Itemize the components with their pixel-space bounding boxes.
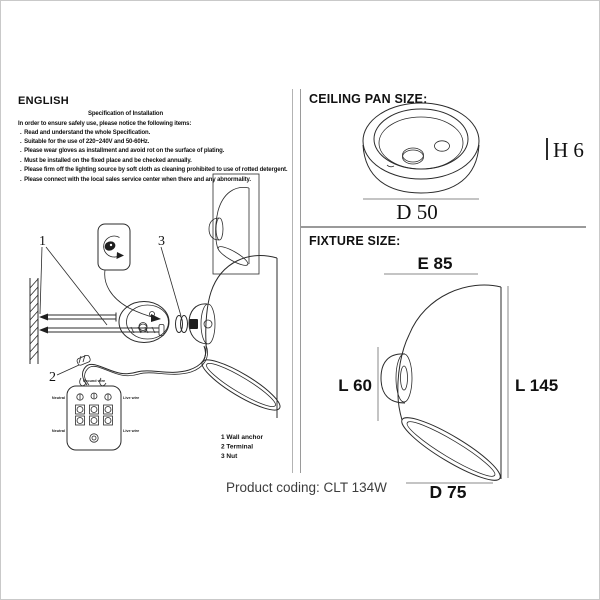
spec-item-text: Please firm off the lighting source by soft cloth as cleaning prohibited to use of rotted detergent. (24, 167, 288, 174)
wall-mount-knob (381, 354, 405, 403)
terminal-label-neutral: Neutral (51, 396, 65, 400)
terminal-block (52, 378, 139, 450)
installation-diagram (11, 166, 296, 471)
bullet: . (20, 176, 22, 183)
bullet: . (20, 167, 22, 174)
bullet: . (20, 138, 22, 145)
ceiling-pan-drawing (301, 89, 591, 229)
rotation-inset (98, 224, 161, 322)
spec-item-text: Suitable for the use of 220~240V and 50-60Hz. (24, 138, 150, 145)
legend-item: 1 Wall anchor (221, 434, 264, 441)
callout-3: 3 (158, 234, 165, 249)
callouts (39, 234, 181, 385)
pan-height-label: H 6 (553, 138, 584, 162)
callout-2: 2 (49, 370, 56, 385)
product-coding: Product coding: CLT 134W (226, 480, 387, 495)
panel-divider-vertical (292, 89, 301, 473)
wall-hatch (30, 279, 38, 360)
terminal-label-live: Live wire (123, 396, 140, 400)
nut (176, 316, 188, 333)
callout-1: 1 (39, 234, 46, 249)
canopy-plate (119, 302, 169, 343)
spec-title: Specification of Installation (87, 111, 164, 117)
spec-item-text: Please wear gloves as installment and avoid rot on the surface of plating. (24, 148, 225, 155)
spec-item (18, 129, 294, 138)
spec-item (18, 138, 294, 147)
fixture-size-heading: FIXTURE SIZE: (309, 234, 401, 248)
bullet: . (20, 157, 22, 164)
ceiling-pan (363, 103, 479, 193)
pan-diameter-label: D 50 (396, 200, 438, 224)
legend-item: 3 Nut (221, 453, 238, 460)
bullet: . (20, 148, 22, 155)
rim-notch (387, 165, 394, 167)
terminal-label-ground: Ground wire (82, 379, 106, 383)
mounting-stud (189, 319, 198, 329)
wall-anchor-screws (39, 313, 164, 336)
screw-head-icon (103, 240, 116, 252)
fixture-height-label: L 145 (515, 376, 559, 395)
mounting-hole (435, 141, 450, 151)
parts-legend (221, 434, 263, 460)
legend-item: 2 Terminal (221, 443, 254, 451)
language-header: ENGLISH (18, 95, 69, 107)
mounted-fixture-inset (209, 174, 259, 274)
fixture-width-label: E 85 (417, 254, 453, 273)
wall-section (30, 278, 38, 364)
fixture-size-drawing (301, 239, 591, 509)
spec-item-text: Read and understand the whole Specification. (24, 129, 151, 136)
bullet: . (20, 129, 22, 136)
opening-diameter-label: D 75 (429, 482, 467, 502)
terminal-label-live: Live wire (123, 429, 140, 433)
spec-item-text: Must be installed on the fixed place and be checked annually. (24, 157, 192, 164)
terminal-label-neutral: Neutral (51, 429, 65, 433)
spec-item-text: Please connect with the local sales service center when there and any abnormality. (24, 176, 251, 183)
spec-item (18, 157, 294, 166)
spec-item (18, 147, 294, 156)
fixture-side-view (381, 285, 506, 489)
ceiling-pan-heading: CEILING PAN SIZE: (309, 92, 428, 106)
mount-depth-label: L 60 (338, 376, 372, 395)
fixture-body (189, 256, 285, 418)
spec-intro: In order to ensure safely use, please notice the following items: (18, 120, 192, 127)
